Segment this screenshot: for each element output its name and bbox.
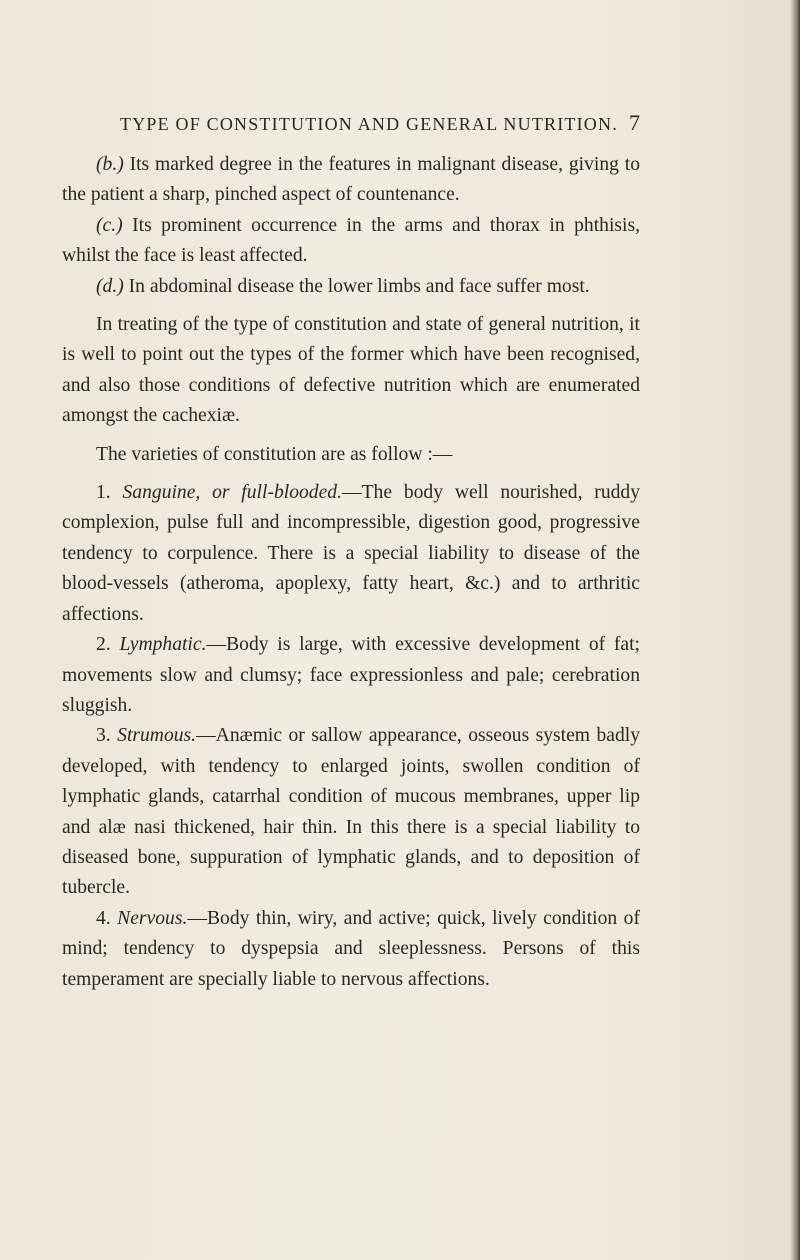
paragraph-text: The varieties of constitution are as follow :— xyxy=(96,443,453,465)
paragraph-text: —Anæmic or sallow appearance, osseous system badly developed, with tendency to enlarged joints, swollen condition of lymphatic glands, catarrhal condition of mucous membranes, upper lip and alæ nasi thickened, hair thin. In this there is a special liability to diseased bone, suppuration of lymphatic glands, and to deposition of tubercle. xyxy=(62,725,641,899)
item-term: Strumous. xyxy=(117,725,197,747)
item-label: (d.) xyxy=(96,275,124,297)
paragraph-text: —Body is large, with excessive development of fat; movements slow and clumsy; face expressionless and pale; cerebration sluggish. xyxy=(62,634,640,716)
paragraph-b xyxy=(62,150,640,211)
paragraph-varieties xyxy=(62,440,640,470)
paragraph-text: —Body thin, wiry, and active; quick, lively condition of mind; tendency to dyspepsia and sleeplessness. Persons of this temperament are specially liable to nervous affections. xyxy=(62,907,640,990)
paragraph-intro xyxy=(62,310,640,432)
item-number: 1. xyxy=(96,482,111,504)
item-number: 3. xyxy=(96,725,111,747)
paragraph-c xyxy=(62,211,640,272)
paragraph-text: Its prominent occurrence in the arms and thorax in phthisis, whilst the face is least affected. xyxy=(62,214,640,267)
body-text xyxy=(62,150,640,995)
paragraph-text: In treating of the type of constitution and state of general nutrition, it is well to point out the types of the former which have been recognised, and also those conditions of defective nutrition which are enumerated amongst the cachexiæ. xyxy=(62,314,640,427)
running-header xyxy=(120,110,640,136)
constitution-lymphatic xyxy=(62,630,640,721)
item-term: Lymphatic. xyxy=(119,634,207,656)
page-edge-shadow xyxy=(790,0,800,1260)
item-number: 4. xyxy=(96,907,111,929)
item-label: (c.) xyxy=(96,214,123,236)
constitution-sanguine xyxy=(62,478,640,630)
constitution-strumous xyxy=(62,721,640,903)
paragraph-d xyxy=(62,272,640,302)
paragraph-text: —The body well nourished, ruddy complexion, pulse full and incompressible, digestion good, progressive tendency to corpulence. There is a special liability to disease of the blood-vessels (atheroma, apoplexy, fatty heart, &c.) and to arthritic affections. xyxy=(62,482,641,625)
item-term: Sanguine, or full-blooded. xyxy=(122,482,342,504)
item-term: Nervous. xyxy=(117,907,188,929)
constitution-nervous xyxy=(62,904,640,995)
running-title: TYPE OF CONSTITUTION AND GENERAL NUTRITION. xyxy=(120,114,618,134)
paragraph-text: Its marked degree in the features in malignant disease, giving to the patient a sharp, pinched aspect of countenance. xyxy=(62,154,640,206)
item-label: (b.) xyxy=(96,154,124,175)
paragraph-text: In abdominal disease the lower limbs and face suffer most. xyxy=(123,275,590,297)
item-number: 2. xyxy=(96,634,111,656)
page-number: 7 xyxy=(629,110,640,135)
